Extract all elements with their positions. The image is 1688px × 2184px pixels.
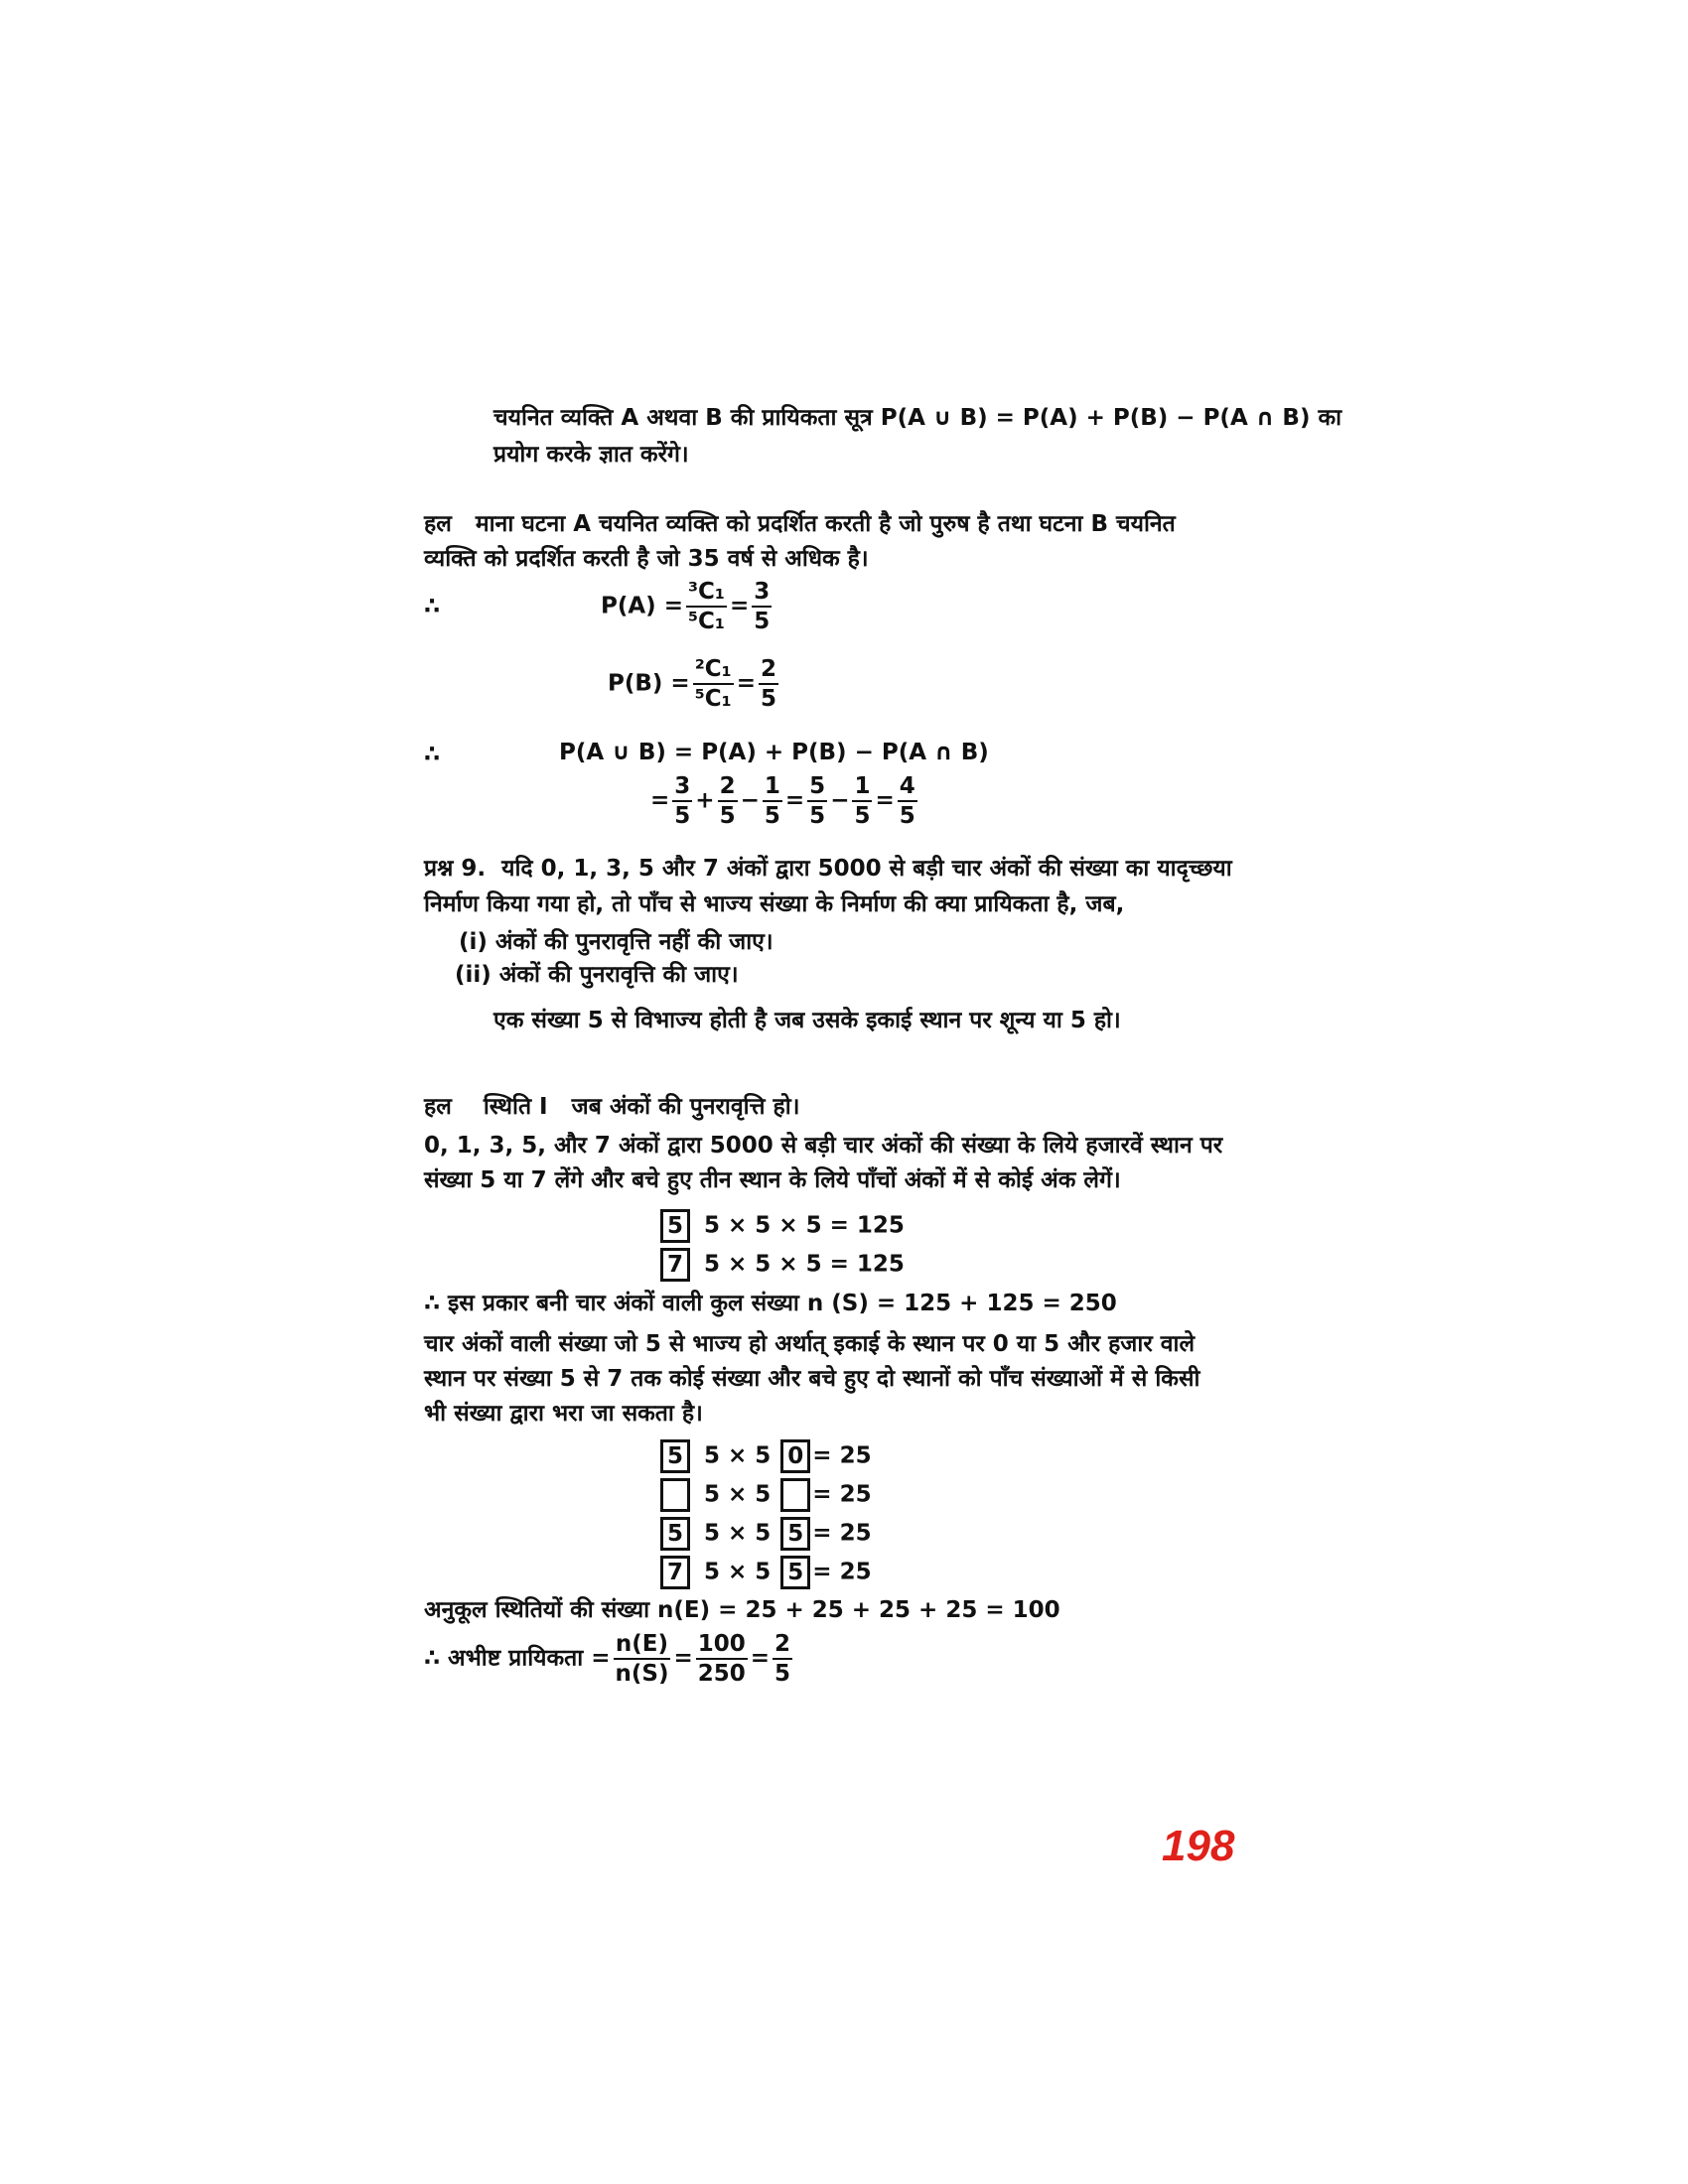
calc-operator: = xyxy=(784,787,805,814)
question-part-i: (i) अंकों की पुनरावृत्ति नहीं की जाए। xyxy=(459,929,774,955)
intro-line-1: चयनित व्यक्ति A अथवा B की प्रायिकता सूत्र P(A ∪ B) = P(A) + P(B) − P(A ∩ B) का xyxy=(493,405,1342,431)
calc-operator: − xyxy=(740,787,760,814)
middle-expression: 5 × 5 xyxy=(704,1442,772,1469)
hint-text: एक संख्या 5 से विभाज्य होती है जब उसके इकाई स्थान पर शून्य या 5 हो। xyxy=(493,1008,1121,1033)
paragraph-line-2: स्थान पर संख्या 5 से 7 तक कोई संख्या और बचे हुए दो स्थानों को पाँच संख्याओं में से किसी xyxy=(424,1366,1200,1392)
count-row xyxy=(660,1209,905,1243)
thousands-box: 5 xyxy=(660,1439,690,1473)
probability-result: ∴ अभीष्ट प्रायिकता = $\frac{n(E)}{n(S)}$ = $\frac{100}{250}$ = $\frac{2}{5}$ xyxy=(424,1631,791,1687)
favourable-count: अनुकूल स्थितियों की संख्या n(E) = 25 + 25 + 25 + 25 = 100 xyxy=(424,1597,1060,1623)
therefore-symbol: ∴ xyxy=(424,742,441,767)
digit-box: 7 xyxy=(660,1248,690,1282)
calc-fraction: $\frac{1}{5}$ xyxy=(764,773,780,829)
paragraph-line-3: भी संख्या द्वारा भरा जा सकता है। xyxy=(424,1401,703,1427)
calc-operator: = xyxy=(650,787,670,814)
question-text-1: यदि 0, 1, 3, 5 और 7 अंकों द्वारा 5000 से बड़ी चार अंकों की संख्या का यादृच्छया xyxy=(501,856,1232,882)
thousands-box: 5 xyxy=(660,1517,690,1551)
pa-equation: P(A) = $\frac{\text{³C₁}}{\text{⁵C₁}}$ = $\frac{3}{5}$ xyxy=(601,579,771,634)
middle-expression: 5 × 5 xyxy=(704,1481,772,1508)
row-result: = 25 xyxy=(812,1559,872,1585)
paragraph-line-1: चार अंकों वाली संख्या जो 5 से भाज्य हो अर्थात् इकाई के स्थान पर 0 या 5 और हजार वाले xyxy=(424,1331,1196,1357)
therefore-symbol: ∴ xyxy=(424,594,441,619)
question-text-2: निर्माण किया गया हो, तो पाँच से भाज्य संख्या के निर्माण की क्या प्रायिकता है, जब, xyxy=(424,891,1125,917)
row-result: = 25 xyxy=(812,1481,872,1508)
count-row xyxy=(660,1248,905,1282)
calc-fraction: $\frac{4}{5}$ xyxy=(899,773,915,829)
middle-expression: 5 × 5 xyxy=(704,1559,772,1585)
pb-equation: P(B) = $\frac{\text{²C₁}}{\text{⁵C₁}}$ = $\frac{2}{5}$ xyxy=(608,656,777,712)
units-box: 5 xyxy=(780,1517,810,1551)
units-box: 0 xyxy=(780,1439,810,1473)
question-label: प्रश्न 9. xyxy=(424,856,487,882)
thousands-box xyxy=(660,1478,690,1512)
calc-fraction: $\frac{1}{5}$ xyxy=(854,773,871,829)
divisible-row xyxy=(660,1556,872,1589)
calc-fraction: $\frac{2}{5}$ xyxy=(719,773,736,829)
calc-fraction: $\frac{3}{5}$ xyxy=(674,773,691,829)
digit-box: 5 xyxy=(660,1209,690,1243)
total-count: ∴ इस प्रकार बनी चार अंकों वाली कुल संख्या n (S) = 125 + 125 = 250 xyxy=(424,1291,1117,1316)
solution-label: हल xyxy=(424,1094,452,1120)
calc-operator: − xyxy=(830,787,850,814)
count-expression: 5 × 5 × 5 = 125 xyxy=(704,1251,905,1278)
calc-operator: = xyxy=(875,787,895,814)
union-formula: P(A ∪ B) = P(A) + P(B) − P(A ∩ B) xyxy=(559,740,989,765)
question-part-ii: (ii) अंकों की पुनरावृत्ति की जाए। xyxy=(455,962,739,988)
units-box: 5 xyxy=(780,1556,810,1589)
calc-operator: + xyxy=(695,787,715,814)
count-expression: 5 × 5 × 5 = 125 xyxy=(704,1212,905,1239)
solution-text-2: व्यक्ति को प्रदर्शित करती है जो 35 वर्ष से अधिक है। xyxy=(424,546,869,572)
solution2-line-1: 0, 1, 3, 5, और 7 अंकों द्वारा 5000 से बड़ी चार अंकों की संख्या के लिये हजारवें स्थान पर xyxy=(424,1133,1223,1159)
units-box xyxy=(780,1478,810,1512)
solution-label: हल xyxy=(424,511,452,537)
page-number: 198 xyxy=(1162,1822,1235,1870)
divisible-row xyxy=(660,1478,872,1512)
solution2-line-2: संख्या 5 या 7 लेंगे और बचे हुए तीन स्थान के लिये पाँचों अंकों में से कोई अंक लेगें। xyxy=(424,1167,1121,1193)
case-text: जब अंकों की पुनरावृत्ति हो। xyxy=(571,1094,800,1120)
row-result: = 25 xyxy=(812,1442,872,1469)
case-label: स्थिति I xyxy=(483,1094,548,1120)
row-result: = 25 xyxy=(812,1520,872,1547)
calc-fraction: $\frac{5}{5}$ xyxy=(809,773,826,829)
union-calculation xyxy=(650,772,920,830)
middle-expression: 5 × 5 xyxy=(704,1520,772,1547)
intro-line-2: प्रयोग करके ज्ञात करेंगे। xyxy=(493,442,689,468)
divisible-row xyxy=(660,1517,872,1551)
solution-text-1: माना घटना A चयनित व्यक्ति को प्रदर्शित करती है जो पुरुष है तथा घटना B चयनित xyxy=(475,511,1176,537)
thousands-box: 7 xyxy=(660,1556,690,1589)
divisible-row xyxy=(660,1439,872,1473)
